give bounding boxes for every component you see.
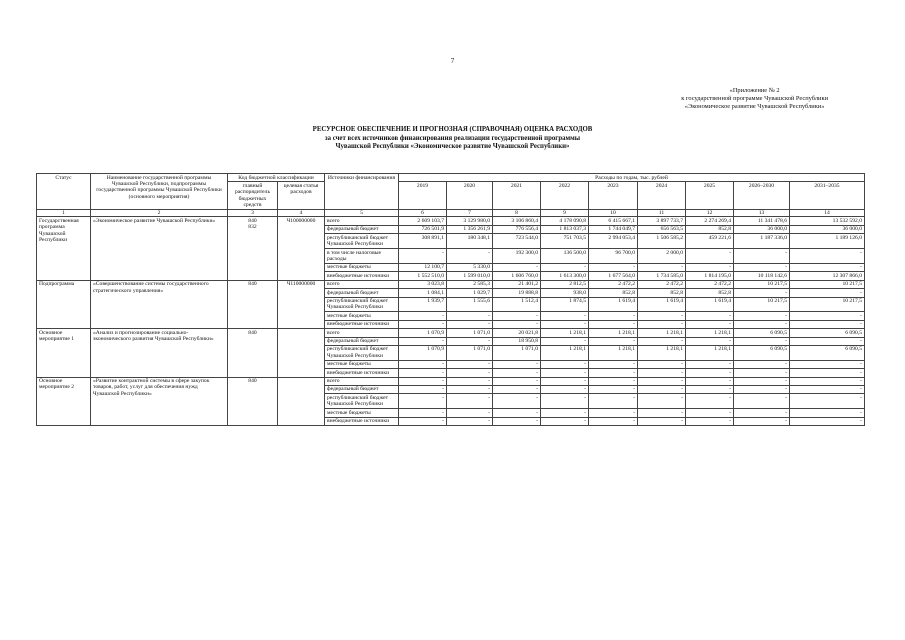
value-cell: - bbox=[589, 409, 638, 417]
value-cell: 1 813 037,3 bbox=[541, 225, 589, 233]
appendix-line-1: «Приложение № 2 bbox=[729, 87, 780, 94]
value-cell: 2 812,5 bbox=[541, 280, 589, 288]
value-cell: 3 129 980,0 bbox=[447, 217, 493, 225]
value-cell: 938,0 bbox=[541, 289, 589, 297]
appendix-line-2: к государственной программе Чувашской Республики bbox=[681, 95, 828, 102]
document-title bbox=[0, 126, 905, 152]
value-cell: 1 677 564,0 bbox=[589, 272, 638, 280]
source-cell: республиканский бюджет Чувашской Республики bbox=[325, 297, 399, 312]
value-cell: - bbox=[493, 409, 541, 417]
value-cell: 13 532 592,0 bbox=[790, 217, 865, 225]
col-index: 2 bbox=[91, 210, 228, 217]
value-cell: - bbox=[686, 385, 734, 393]
value-cell: - bbox=[638, 377, 686, 385]
value-cell: 6 090,5 bbox=[734, 329, 790, 337]
value-cell: - bbox=[790, 369, 865, 377]
value-cell: 6 090,5 bbox=[790, 329, 865, 337]
source-cell: федеральный бюджет bbox=[325, 337, 399, 345]
value-cell: - bbox=[447, 394, 493, 409]
value-cell: - bbox=[734, 369, 790, 377]
value-cell: 1 356 261,9 bbox=[447, 225, 493, 233]
value-cell: - bbox=[734, 312, 790, 320]
value-cell: 459 221,6 bbox=[686, 234, 734, 249]
source-cell: всего bbox=[325, 329, 399, 337]
header-grbs: главный распорядитель бюджетных средств bbox=[228, 182, 278, 210]
col-index: 10 bbox=[589, 210, 638, 217]
grbs-cell: 840 bbox=[228, 377, 278, 425]
value-cell: 12 100,7 bbox=[399, 263, 447, 271]
value-cell: - bbox=[541, 337, 589, 345]
value-cell: - bbox=[399, 377, 447, 385]
program-name-cell: «Совершенствование системы государственного стратегического управления» bbox=[91, 280, 228, 328]
value-cell: - bbox=[686, 249, 734, 264]
table-row bbox=[37, 217, 865, 225]
value-cell: 2 585,3 bbox=[447, 280, 493, 288]
source-cell: федеральный бюджет bbox=[325, 385, 399, 393]
title-line-1: РЕСУРСНОЕ ОБЕСПЕЧЕНИЕ И ПРОГНОЗНАЯ (СПРАВОЧНАЯ) ОЦЕНКА РАСХОДОВ bbox=[312, 126, 593, 133]
value-cell: 1 512,4 bbox=[493, 297, 541, 312]
value-cell: - bbox=[734, 409, 790, 417]
value-cell: - bbox=[790, 337, 865, 345]
value-cell: - bbox=[790, 289, 865, 297]
value-cell: - bbox=[541, 409, 589, 417]
value-cell: 10 217,5 bbox=[790, 280, 865, 288]
header-budget-code: Код бюджетной классификации bbox=[228, 174, 325, 182]
value-cell: - bbox=[399, 320, 447, 328]
column-index-row bbox=[37, 210, 865, 217]
appendix-line-3: «Экономическое развитие Чувашской Республики» bbox=[684, 103, 825, 110]
value-cell: 1 071,0 bbox=[493, 345, 541, 360]
value-cell: 726 501,9 bbox=[399, 225, 447, 233]
resource-table bbox=[36, 173, 865, 426]
value-cell: 1 619,4 bbox=[589, 297, 638, 312]
value-cell: - bbox=[447, 360, 493, 368]
value-cell: 1 814 195,0 bbox=[686, 272, 734, 280]
value-cell: 1 218,1 bbox=[541, 329, 589, 337]
value-cell: - bbox=[638, 320, 686, 328]
value-cell: 3 023,8 bbox=[399, 280, 447, 288]
value-cell: 1 606 760,0 bbox=[493, 272, 541, 280]
value-cell: - bbox=[638, 360, 686, 368]
source-cell: в том числе налоговые расходы bbox=[325, 249, 399, 264]
value-cell: 1 744 049,7 bbox=[589, 225, 638, 233]
value-cell: - bbox=[790, 360, 865, 368]
value-cell: - bbox=[686, 263, 734, 271]
title-line-3: Чувашской Республики «Экономическое развитие Чувашской Республики» bbox=[335, 143, 570, 150]
value-cell: - bbox=[589, 417, 638, 425]
col-index: 5 bbox=[325, 210, 399, 217]
source-cell: внебюджетные источники bbox=[325, 272, 399, 280]
value-cell: 2 000,0 bbox=[638, 249, 686, 264]
value-cell: 11 341 478,6 bbox=[734, 217, 790, 225]
value-cell: 1 218,1 bbox=[686, 329, 734, 337]
value-cell: - bbox=[638, 394, 686, 409]
col-index: 14 bbox=[790, 210, 865, 217]
value-cell: 2 274 269,4 bbox=[686, 217, 734, 225]
value-cell: - bbox=[686, 377, 734, 385]
grbs-cell: 840 bbox=[228, 280, 278, 328]
value-cell: - bbox=[399, 337, 447, 345]
source-cell: республиканский бюджет Чувашской Республики bbox=[325, 234, 399, 249]
value-cell: - bbox=[686, 320, 734, 328]
value-cell: 19 888,8 bbox=[493, 289, 541, 297]
col-index: 3 bbox=[228, 210, 278, 217]
status-cell: Основное мероприятие 2 bbox=[37, 377, 91, 425]
value-cell: 10 217,5 bbox=[734, 280, 790, 288]
value-cell: - bbox=[447, 417, 493, 425]
value-cell: - bbox=[589, 385, 638, 393]
value-cell: - bbox=[399, 249, 447, 264]
program-name-cell: «Развитие контрактной системы в сфере закупок товаров, работ, услуг для обеспечения нужд Чувашской Республики» bbox=[91, 377, 228, 425]
value-cell: - bbox=[638, 417, 686, 425]
value-cell: - bbox=[447, 409, 493, 417]
value-cell: - bbox=[686, 312, 734, 320]
value-cell: 1 555,6 bbox=[447, 297, 493, 312]
value-cell: 723 544,0 bbox=[493, 234, 541, 249]
value-cell: 3 897 733,7 bbox=[638, 217, 686, 225]
value-cell: 10 217,5 bbox=[734, 297, 790, 312]
source-cell: республиканский бюджет Чувашской Республики bbox=[325, 394, 399, 409]
value-cell: - bbox=[399, 369, 447, 377]
value-cell: - bbox=[399, 394, 447, 409]
title-line-2: за счет всех источников финансирования реализации государственной программы bbox=[324, 134, 581, 142]
value-cell: - bbox=[447, 337, 493, 345]
value-cell: - bbox=[589, 360, 638, 368]
value-cell: - bbox=[541, 369, 589, 377]
value-cell: - bbox=[541, 394, 589, 409]
value-cell: 1 218,1 bbox=[541, 345, 589, 360]
header-year: 2022 bbox=[541, 182, 589, 210]
grbs-cell: 840 832 bbox=[228, 217, 278, 280]
value-cell: - bbox=[734, 263, 790, 271]
value-cell: - bbox=[790, 249, 865, 264]
value-cell: - bbox=[589, 337, 638, 345]
source-cell: республиканский бюджет Чувашской Республики bbox=[325, 345, 399, 360]
header-sources: Источники финансирования bbox=[325, 174, 399, 210]
value-cell: - bbox=[447, 369, 493, 377]
value-cell: 1 619,4 bbox=[638, 297, 686, 312]
value-cell: - bbox=[686, 394, 734, 409]
value-cell: - bbox=[734, 320, 790, 328]
value-cell: - bbox=[589, 263, 638, 271]
value-cell: - bbox=[493, 385, 541, 393]
value-cell: - bbox=[734, 337, 790, 345]
value-cell: - bbox=[589, 312, 638, 320]
col-index: 13 bbox=[734, 210, 790, 217]
page-number: 7 bbox=[450, 57, 455, 65]
value-cell: - bbox=[734, 249, 790, 264]
value-cell: 1 619,4 bbox=[686, 297, 734, 312]
value-cell: 36 000,0 bbox=[734, 225, 790, 233]
value-cell: - bbox=[790, 385, 865, 393]
value-cell: - bbox=[541, 417, 589, 425]
program-name-cell: «Экономическое развитие Чувашской Республики» bbox=[91, 217, 228, 280]
value-cell: 776 556,4 bbox=[493, 225, 541, 233]
value-cell: - bbox=[399, 360, 447, 368]
header-year: 2019 bbox=[399, 182, 447, 210]
value-cell: - bbox=[790, 263, 865, 271]
value-cell: 751 703,5 bbox=[541, 234, 589, 249]
value-cell: - bbox=[686, 360, 734, 368]
header-year: 2025 bbox=[686, 182, 734, 210]
value-cell: - bbox=[447, 385, 493, 393]
value-cell: 1 506 585,2 bbox=[638, 234, 686, 249]
value-cell: 1 734 585,0 bbox=[638, 272, 686, 280]
col-index: 1 bbox=[37, 210, 91, 217]
value-cell: - bbox=[447, 312, 493, 320]
value-cell: 192 300,0 bbox=[493, 249, 541, 264]
value-cell: - bbox=[589, 320, 638, 328]
source-cell: всего bbox=[325, 217, 399, 225]
value-cell: 2 994 053,4 bbox=[589, 234, 638, 249]
value-cell: 1 029,7 bbox=[447, 289, 493, 297]
value-cell: 1 218,1 bbox=[638, 345, 686, 360]
source-cell: внебюджетные источники bbox=[325, 369, 399, 377]
source-cell: федеральный бюджет bbox=[325, 225, 399, 233]
value-cell: - bbox=[589, 377, 638, 385]
value-cell: - bbox=[790, 409, 865, 417]
value-cell: 1 218,1 bbox=[589, 329, 638, 337]
target-article-cell: Ч110000000 bbox=[278, 280, 325, 328]
value-cell: - bbox=[447, 377, 493, 385]
status-cell: Подпрограмма bbox=[37, 280, 91, 328]
header-expenses: Расходы по годам, тыс. рублей bbox=[399, 174, 865, 182]
source-cell: местные бюджеты bbox=[325, 360, 399, 368]
value-cell: - bbox=[493, 377, 541, 385]
value-cell: 6 090,5 bbox=[734, 345, 790, 360]
value-cell: - bbox=[790, 320, 865, 328]
value-cell: - bbox=[638, 369, 686, 377]
value-cell: 852,8 bbox=[686, 225, 734, 233]
status-cell: Основное мероприятие 1 bbox=[37, 329, 91, 377]
value-cell: 5 330,0 bbox=[447, 263, 493, 271]
source-cell: местные бюджеты bbox=[325, 409, 399, 417]
value-cell: - bbox=[790, 394, 865, 409]
value-cell: - bbox=[399, 385, 447, 393]
value-cell: 2 472,2 bbox=[638, 280, 686, 288]
col-index: 12 bbox=[686, 210, 734, 217]
status-cell: Государственная программа Чувашской Республики bbox=[37, 217, 91, 280]
header-year: 2031–2035 bbox=[790, 182, 865, 210]
value-cell: 1 084,1 bbox=[399, 289, 447, 297]
header-row-1 bbox=[37, 174, 865, 182]
value-cell: 180 348,1 bbox=[447, 234, 493, 249]
value-cell: - bbox=[589, 394, 638, 409]
table-row bbox=[37, 329, 865, 337]
value-cell: 96 700,0 bbox=[589, 249, 638, 264]
value-cell: - bbox=[686, 409, 734, 417]
value-cell: - bbox=[686, 369, 734, 377]
value-cell: 1 187 336,0 bbox=[734, 234, 790, 249]
value-cell: - bbox=[541, 377, 589, 385]
value-cell: 10 118 142,6 bbox=[734, 272, 790, 280]
value-cell: - bbox=[447, 320, 493, 328]
value-cell: 1 070,9 bbox=[399, 345, 447, 360]
header-year: 2024 bbox=[638, 182, 686, 210]
value-cell: - bbox=[734, 385, 790, 393]
value-cell: 21 401,2 bbox=[493, 280, 541, 288]
source-cell: местные бюджеты bbox=[325, 312, 399, 320]
value-cell: 18 950,8 bbox=[493, 337, 541, 345]
value-cell: 1 599 010,0 bbox=[447, 272, 493, 280]
value-cell: 1 218,1 bbox=[589, 345, 638, 360]
value-cell: 1 189 126,0 bbox=[790, 234, 865, 249]
source-cell: всего bbox=[325, 377, 399, 385]
header-status: Статус bbox=[37, 174, 91, 210]
value-cell: - bbox=[541, 360, 589, 368]
value-cell: - bbox=[638, 385, 686, 393]
value-cell: - bbox=[541, 263, 589, 271]
value-cell: 6 090,5 bbox=[790, 345, 865, 360]
table-body bbox=[37, 217, 865, 426]
value-cell: - bbox=[493, 263, 541, 271]
col-index: 4 bbox=[278, 210, 325, 217]
value-cell: - bbox=[734, 417, 790, 425]
value-cell: 20 021,8 bbox=[493, 329, 541, 337]
value-cell: 4 178 090,8 bbox=[541, 217, 589, 225]
value-cell: - bbox=[399, 312, 447, 320]
value-cell: - bbox=[790, 417, 865, 425]
header-year: 2026–2030 bbox=[734, 182, 790, 210]
value-cell: - bbox=[589, 369, 638, 377]
value-cell: 1 613 300,0 bbox=[541, 272, 589, 280]
value-cell: - bbox=[734, 394, 790, 409]
header-year: 2023 bbox=[589, 182, 638, 210]
source-cell: внебюджетные источники bbox=[325, 320, 399, 328]
value-cell: 1 874,5 bbox=[541, 297, 589, 312]
program-name-cell: «Анализ и прогнозирование социально-экономического развития Чувашской Республики» bbox=[91, 329, 228, 377]
value-cell: - bbox=[541, 385, 589, 393]
value-cell: 852,8 bbox=[686, 289, 734, 297]
value-cell: 852,8 bbox=[589, 289, 638, 297]
value-cell: - bbox=[493, 394, 541, 409]
value-cell: 12 307 866,0 bbox=[790, 272, 865, 280]
value-cell: 1 070,9 bbox=[399, 329, 447, 337]
value-cell: 1 218,1 bbox=[686, 345, 734, 360]
value-cell: 2 609 103,7 bbox=[399, 217, 447, 225]
target-article-cell: Ч100000000 bbox=[278, 217, 325, 280]
value-cell: 1 071,0 bbox=[447, 345, 493, 360]
value-cell: 656 563,5 bbox=[638, 225, 686, 233]
value-cell: 308 891,1 bbox=[399, 234, 447, 249]
value-cell: 136 500,0 bbox=[541, 249, 589, 264]
value-cell: - bbox=[638, 337, 686, 345]
value-cell: 10 217,5 bbox=[790, 297, 865, 312]
value-cell: - bbox=[686, 417, 734, 425]
value-cell: - bbox=[447, 249, 493, 264]
source-cell: федеральный бюджет bbox=[325, 289, 399, 297]
source-cell: всего bbox=[325, 280, 399, 288]
value-cell: - bbox=[493, 312, 541, 320]
value-cell: - bbox=[638, 312, 686, 320]
value-cell: 1 939,7 bbox=[399, 297, 447, 312]
value-cell: 36 000,0 bbox=[790, 225, 865, 233]
value-cell: 852,8 bbox=[638, 289, 686, 297]
value-cell: 1 218,1 bbox=[638, 329, 686, 337]
source-cell: местные бюджеты bbox=[325, 263, 399, 271]
value-cell: 3 106 860,4 bbox=[493, 217, 541, 225]
table-row bbox=[37, 280, 865, 288]
appendix-note bbox=[681, 87, 828, 111]
value-cell: - bbox=[493, 320, 541, 328]
table-row bbox=[37, 377, 865, 385]
value-cell: - bbox=[638, 409, 686, 417]
header-year: 2020 bbox=[447, 182, 493, 210]
col-index: 6 bbox=[399, 210, 447, 217]
col-index: 7 bbox=[447, 210, 493, 217]
value-cell: - bbox=[541, 312, 589, 320]
value-cell: - bbox=[734, 360, 790, 368]
header-target: целевая статья расходов bbox=[278, 182, 325, 210]
value-cell: 2 472,2 bbox=[686, 280, 734, 288]
value-cell: - bbox=[493, 417, 541, 425]
value-cell: 1 071,0 bbox=[447, 329, 493, 337]
value-cell: - bbox=[686, 337, 734, 345]
value-cell: - bbox=[638, 263, 686, 271]
source-cell: внебюджетные источники bbox=[325, 417, 399, 425]
value-cell: - bbox=[399, 417, 447, 425]
header-year: 2021 bbox=[493, 182, 541, 210]
grbs-cell: 840 bbox=[228, 329, 278, 377]
value-cell: - bbox=[493, 360, 541, 368]
value-cell: - bbox=[734, 377, 790, 385]
value-cell: 6 415 667,1 bbox=[589, 217, 638, 225]
value-cell: 2 472,2 bbox=[589, 280, 638, 288]
target-article-cell bbox=[278, 329, 325, 377]
value-cell: - bbox=[493, 369, 541, 377]
header-name: Наименование государственной программы Чувашской Республики, подпрограммы государственной программы Чувашской Республики (основного мероприятия) bbox=[91, 174, 228, 210]
value-cell: 1 552 510,0 bbox=[399, 272, 447, 280]
value-cell: - bbox=[790, 312, 865, 320]
value-cell: - bbox=[399, 409, 447, 417]
col-index: 8 bbox=[493, 210, 541, 217]
value-cell: - bbox=[790, 377, 865, 385]
col-index: 9 bbox=[541, 210, 589, 217]
col-index: 11 bbox=[638, 210, 686, 217]
value-cell: - bbox=[541, 320, 589, 328]
value-cell: - bbox=[734, 289, 790, 297]
target-article-cell bbox=[278, 377, 325, 425]
